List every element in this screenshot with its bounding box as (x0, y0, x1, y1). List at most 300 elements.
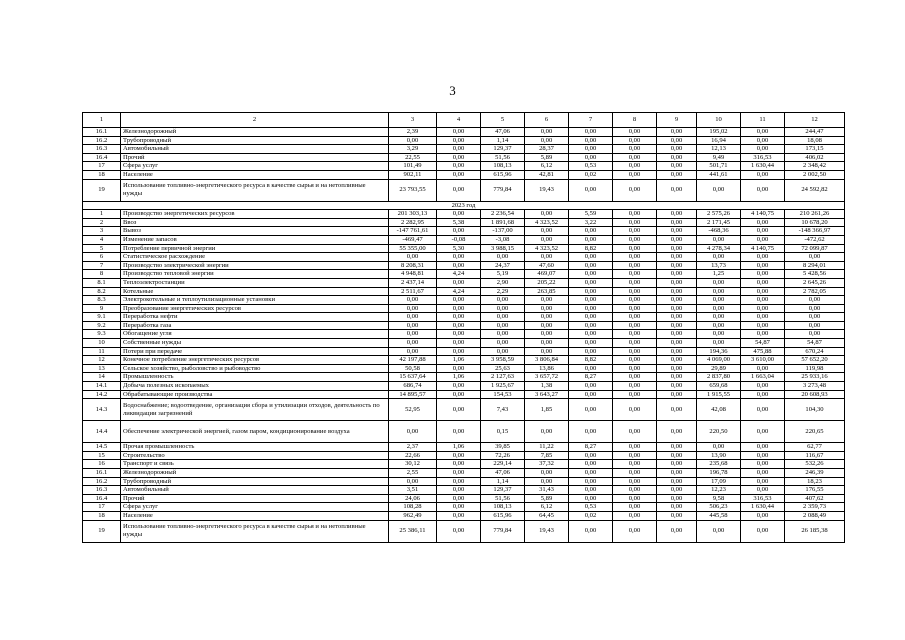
row-value: 0,00 (613, 244, 657, 253)
row-indicator: Теплоэлектростанции (121, 278, 389, 287)
row-value: 0,00 (657, 520, 697, 542)
row-value: 0,00 (785, 321, 845, 330)
row-value: 51,56 (481, 153, 525, 162)
table-row (83, 330, 845, 339)
row-value: 8 294,01 (785, 261, 845, 270)
row-code: 16.1 (83, 469, 121, 478)
row-value: 0,15 (481, 421, 525, 443)
row-value: 0,00 (569, 486, 613, 495)
row-indicator: Обогащение угля (121, 330, 389, 339)
row-indicator: Собственные нужды (121, 339, 389, 348)
row-value: 0,00 (657, 382, 697, 391)
row-value: 501,71 (697, 162, 741, 171)
row-indicator: Производство энергетических ресурсов (121, 210, 389, 219)
table-row (83, 235, 845, 244)
row-indicator: Промышленность (121, 373, 389, 382)
row-value: 0,00 (657, 364, 697, 373)
row-value: 0,00 (569, 469, 613, 478)
row-value: 1,06 (437, 443, 481, 452)
row-value: 0,00 (525, 227, 569, 236)
row-value: 5,30 (437, 244, 481, 253)
row-value: 0,00 (437, 339, 481, 348)
row-value: 1,38 (525, 382, 569, 391)
row-value: 47,06 (481, 469, 525, 478)
row-value: 779,84 (481, 179, 525, 201)
row-code: 16.2 (83, 136, 121, 145)
row-value: 0,00 (697, 313, 741, 322)
row-value: 13,90 (697, 451, 741, 460)
row-value: 3 988,15 (481, 244, 525, 253)
row-value: 2 236,54 (481, 210, 525, 219)
row-value: 0,00 (437, 313, 481, 322)
row-value: -0,08 (437, 235, 481, 244)
row-code: 16.3 (83, 486, 121, 495)
table-row (83, 390, 845, 399)
row-value: 20 608,93 (785, 390, 845, 399)
row-code: 4 (83, 235, 121, 244)
row-value: 0,00 (741, 511, 785, 520)
row-value: 0,00 (569, 477, 613, 486)
row-value: 29,89 (697, 364, 741, 373)
row-indicator: Котельные (121, 287, 389, 296)
row-value: 10 (697, 113, 741, 128)
table-row (83, 270, 845, 279)
row-value: 0,00 (437, 477, 481, 486)
row-value: 50,58 (389, 364, 437, 373)
row-code: 3 (83, 227, 121, 236)
row-value: -3,08 (481, 235, 525, 244)
row-value: 129,37 (481, 486, 525, 495)
row-value: 4 140,75 (741, 210, 785, 219)
row-value: 18,08 (785, 136, 845, 145)
row-value: 0,00 (481, 313, 525, 322)
row-value: 0,00 (437, 399, 481, 421)
row-value: 406,02 (785, 153, 845, 162)
row-code: 16 (83, 460, 121, 469)
row-value: 4 323,52 (525, 218, 569, 227)
row-value: 0,00 (569, 330, 613, 339)
row-value: 31,43 (525, 486, 569, 495)
row-indicator: Трубопроводный (121, 477, 389, 486)
row-value: 0,00 (481, 321, 525, 330)
table-row (83, 210, 845, 219)
table-row (83, 304, 845, 313)
row-value: 0,00 (569, 287, 613, 296)
row-indicator: Конечное потребление энергетических ресурсов (121, 356, 389, 365)
row-value: 1,25 (697, 270, 741, 279)
row-value: 0,00 (741, 270, 785, 279)
year-row (83, 201, 845, 210)
row-value: 9,58 (697, 494, 741, 503)
row-value: 18,23 (785, 477, 845, 486)
row-value: -137,00 (481, 227, 525, 236)
row-code: 9.3 (83, 330, 121, 339)
row-value: 0,00 (741, 253, 785, 262)
row-value: 0,00 (613, 503, 657, 512)
row-value: 0,00 (613, 235, 657, 244)
row-value: 0,00 (389, 253, 437, 262)
row-value: 116,67 (785, 451, 845, 460)
row-value: 17,09 (697, 477, 741, 486)
row-value: 4 323,52 (525, 244, 569, 253)
row-value: 0,00 (569, 382, 613, 391)
row-value: 0,00 (613, 460, 657, 469)
row-value: 42 197,88 (389, 356, 437, 365)
row-value: 72 099,87 (785, 244, 845, 253)
row-value: 0,00 (741, 136, 785, 145)
row-value: 5,89 (525, 153, 569, 162)
row-value: 0,00 (657, 218, 697, 227)
row-value: 0,00 (657, 145, 697, 154)
row-indicator: Переработка нефти (121, 313, 389, 322)
row-value: 0,00 (437, 278, 481, 287)
row-value: 0,00 (525, 235, 569, 244)
row-value: 0,00 (741, 486, 785, 495)
table-row (83, 494, 845, 503)
row-value: 8,27 (569, 443, 613, 452)
row-value: 7 (569, 113, 613, 128)
row-value: 12 (785, 113, 845, 128)
row-value: 0,00 (525, 128, 569, 137)
row-value: 0,00 (613, 261, 657, 270)
row-value: 0,00 (657, 390, 697, 399)
row-value: 3 643,27 (525, 390, 569, 399)
table-row (83, 162, 845, 171)
row-value: 5 (481, 113, 525, 128)
row-value: 659,68 (697, 382, 741, 391)
row-code: 7 (83, 261, 121, 270)
row-code: 17 (83, 162, 121, 171)
row-indicator: Производство электрической энергии (121, 261, 389, 270)
row-indicator: Сфера услуг (121, 162, 389, 171)
row-value: 316,53 (741, 494, 785, 503)
row-value: 51,56 (481, 494, 525, 503)
row-code: 8 (83, 270, 121, 279)
row-value: 0,00 (613, 218, 657, 227)
row-value: 11 (741, 113, 785, 128)
row-value: 0,00 (437, 153, 481, 162)
row-value: 0,00 (657, 451, 697, 460)
row-value: 2 837,80 (697, 373, 741, 382)
row-code: 9.2 (83, 321, 121, 330)
row-value: 0,00 (569, 227, 613, 236)
row-value: 0,00 (657, 128, 697, 137)
row-value: 0,00 (437, 304, 481, 313)
row-value: 0,00 (437, 364, 481, 373)
row-value: 407,62 (785, 494, 845, 503)
row-value: 30,12 (389, 460, 437, 469)
row-value: 3 958,59 (481, 356, 525, 365)
row-value: 0,00 (613, 347, 657, 356)
row-value: 24,06 (389, 494, 437, 503)
row-value: 0,00 (613, 162, 657, 171)
table-row (83, 364, 845, 373)
row-value: 2 782,05 (785, 287, 845, 296)
row-value: 0,00 (613, 520, 657, 542)
row-value: 0,00 (741, 321, 785, 330)
row-value: 445,58 (697, 511, 741, 520)
row-code: 18 (83, 170, 121, 179)
table-row (83, 287, 845, 296)
row-indicator: Население (121, 511, 389, 520)
row-value: 62,77 (785, 443, 845, 452)
row-indicator: Использование топливно-энергетического ресурса в качестве сырья и на нетопливные нужды (121, 520, 389, 542)
row-value: 42,81 (525, 170, 569, 179)
row-value: 0,00 (613, 128, 657, 137)
row-value: 0,00 (525, 313, 569, 322)
table-row (83, 382, 845, 391)
row-value: 7,85 (525, 451, 569, 460)
row-value: 0,00 (657, 486, 697, 495)
row-value: 0,00 (741, 520, 785, 542)
row-value: 4 140,75 (741, 244, 785, 253)
table-row (83, 511, 845, 520)
row-value: 0,00 (437, 162, 481, 171)
row-value: 0,00 (613, 339, 657, 348)
row-code: 16.3 (83, 145, 121, 154)
row-value: 4 948,81 (389, 270, 437, 279)
row-value: 0,00 (613, 304, 657, 313)
table-row (83, 253, 845, 262)
row-code: 9.1 (83, 313, 121, 322)
row-value: 0,00 (741, 128, 785, 137)
row-indicator: Сфера услуг (121, 503, 389, 512)
row-value: 0,00 (741, 287, 785, 296)
row-value: 194,36 (697, 347, 741, 356)
row-value: 0,00 (613, 253, 657, 262)
row-value: 47,60 (525, 261, 569, 270)
row-value: 0,00 (741, 443, 785, 452)
row-value: 54,87 (785, 339, 845, 348)
row-value: 8,82 (569, 356, 613, 365)
row-value: 0,00 (525, 136, 569, 145)
row-value: 0,00 (741, 145, 785, 154)
row-value: 0,00 (613, 356, 657, 365)
row-value: 108,28 (389, 503, 437, 512)
row-value: 195,02 (697, 128, 741, 137)
row-value: 101,49 (389, 162, 437, 171)
table-body (83, 113, 845, 543)
row-code: 16.4 (83, 494, 121, 503)
table-row (83, 244, 845, 253)
row-value: 0,00 (697, 330, 741, 339)
row-value: 0,00 (657, 356, 697, 365)
row-code: 15 (83, 451, 121, 460)
row-value: 7,43 (481, 399, 525, 421)
row-value: 0,00 (785, 253, 845, 262)
row-value: 6,12 (525, 503, 569, 512)
row-value: 0,00 (657, 421, 697, 443)
row-value: 2,37 (389, 443, 437, 452)
row-value: 316,53 (741, 153, 785, 162)
row-value: 0,00 (437, 347, 481, 356)
row-value: 1,06 (437, 356, 481, 365)
row-value: 0,00 (657, 235, 697, 244)
row-code: 8.2 (83, 287, 121, 296)
row-value: 0,00 (613, 486, 657, 495)
row-value: 0,00 (525, 339, 569, 348)
row-value: 0,00 (741, 477, 785, 486)
table-row (83, 477, 845, 486)
table-row (83, 128, 845, 137)
row-value: 0,00 (741, 364, 785, 373)
row-value: 0,00 (785, 304, 845, 313)
row-value: 1 663,04 (741, 373, 785, 382)
row-value: 26 185,38 (785, 520, 845, 542)
row-value: 4 (437, 113, 481, 128)
row-value: 9,49 (697, 153, 741, 162)
row-value: 0,00 (481, 253, 525, 262)
row-value: 0,00 (613, 145, 657, 154)
row-value: 0,00 (741, 421, 785, 443)
row-value: 2 127,63 (481, 373, 525, 382)
row-value: 0,00 (569, 304, 613, 313)
row-value: 0,00 (741, 460, 785, 469)
row-code: 1 (83, 113, 121, 128)
row-value: 0,00 (697, 278, 741, 287)
row-value: 0,00 (657, 162, 697, 171)
row-value: 0,00 (437, 128, 481, 137)
row-value: 0,00 (613, 364, 657, 373)
row-value: 25 933,16 (785, 373, 845, 382)
row-value: 0,00 (657, 253, 697, 262)
row-value: 5,38 (437, 218, 481, 227)
row-code: 13 (83, 364, 121, 373)
row-code: 18 (83, 511, 121, 520)
row-value: 0,00 (389, 421, 437, 443)
row-value: 28,37 (525, 145, 569, 154)
row-value: 11,22 (525, 443, 569, 452)
row-value: 12,13 (697, 145, 741, 154)
row-value: 0,00 (741, 261, 785, 270)
row-value: 0,00 (437, 382, 481, 391)
row-value: 2 437,14 (389, 278, 437, 287)
row-value: 210 261,26 (785, 210, 845, 219)
row-indicator: Потребление первичной энергии (121, 244, 389, 253)
row-value: 0,00 (389, 477, 437, 486)
row-value: 615,96 (481, 170, 525, 179)
row-indicator: Электрокотельные и теплоутилизационные установки (121, 296, 389, 305)
table-row (83, 503, 845, 512)
row-value: 0,00 (569, 339, 613, 348)
row-value: 0,00 (657, 179, 697, 201)
row-value: 0,00 (569, 494, 613, 503)
row-value: 246,39 (785, 469, 845, 478)
row-value: 1,14 (481, 136, 525, 145)
row-value: 0,00 (697, 520, 741, 542)
row-value: 441,61 (697, 170, 741, 179)
row-value: 0,00 (657, 469, 697, 478)
row-value: 0,00 (741, 382, 785, 391)
row-value: 1 891,68 (481, 218, 525, 227)
row-value: 0,00 (569, 520, 613, 542)
row-value: 0,00 (657, 244, 697, 253)
row-value: 55 355,00 (389, 244, 437, 253)
row-value: 0,00 (613, 469, 657, 478)
row-value: 0,00 (569, 296, 613, 305)
row-value: 0,00 (741, 170, 785, 179)
row-value: 0,00 (613, 321, 657, 330)
row-value: 0,00 (525, 296, 569, 305)
row-code: 19 (83, 520, 121, 542)
row-value: 686,74 (389, 382, 437, 391)
row-code: 14.5 (83, 443, 121, 452)
row-value: 2 348,42 (785, 162, 845, 171)
row-value: 0,00 (437, 503, 481, 512)
row-indicator: Сельское хозяйство, рыболовство и рыбоводство (121, 364, 389, 373)
row-value: 13,86 (525, 364, 569, 373)
page-number: 3 (449, 83, 456, 98)
row-value: 0,00 (525, 469, 569, 478)
row-value: 0,00 (569, 421, 613, 443)
row-value: 0,00 (697, 287, 741, 296)
row-indicator: Население (121, 170, 389, 179)
row-value: 0,00 (657, 399, 697, 421)
row-indicator: Изменение запасов (121, 235, 389, 244)
row-value: 0,00 (437, 390, 481, 399)
row-value: 0,00 (569, 270, 613, 279)
row-code: 12 (83, 356, 121, 365)
row-value: 0,02 (569, 511, 613, 520)
row-value: 2 088,49 (785, 511, 845, 520)
row-value: 3 (389, 113, 437, 128)
row-value: 0,00 (437, 296, 481, 305)
row-value: 0,00 (569, 313, 613, 322)
row-value: 3,22 (569, 218, 613, 227)
row-code: 16.2 (83, 477, 121, 486)
table-row (83, 469, 845, 478)
row-value: 13,73 (697, 261, 741, 270)
row-value: 1,85 (525, 399, 569, 421)
row-value: 0,00 (697, 296, 741, 305)
row-value: 8,82 (569, 244, 613, 253)
row-value: 24,37 (481, 261, 525, 270)
row-value: 0,00 (657, 313, 697, 322)
row-value: 0,00 (657, 227, 697, 236)
row-value: 244,47 (785, 128, 845, 137)
row-value: 0,00 (437, 253, 481, 262)
row-value: 2,55 (389, 469, 437, 478)
row-indicator: Потери при передаче (121, 347, 389, 356)
row-indicator: Использование топливно-энергетического ресурса в качестве сырья и на нетопливные нужды (121, 179, 389, 201)
row-value: 2 002,50 (785, 170, 845, 179)
row-value: 2,29 (481, 287, 525, 296)
row-value: 0,00 (785, 313, 845, 322)
row-value: 0,00 (437, 179, 481, 201)
row-value: 0,00 (613, 390, 657, 399)
row-value: 0,00 (569, 390, 613, 399)
row-value: 0,00 (525, 330, 569, 339)
row-value: 0,00 (741, 296, 785, 305)
table-row (83, 356, 845, 365)
row-value: 5,59 (569, 210, 613, 219)
row-value: 0,00 (657, 443, 697, 452)
row-value: 2,39 (389, 128, 437, 137)
row-code: 11 (83, 347, 121, 356)
row-value: 0,00 (389, 304, 437, 313)
row-value: 0,00 (437, 170, 481, 179)
row-value: 0,00 (525, 477, 569, 486)
row-value: 0,00 (613, 451, 657, 460)
row-indicator: Добыча полезных ископаемых (121, 382, 389, 391)
row-value: 0,00 (613, 421, 657, 443)
row-value: 0,00 (481, 296, 525, 305)
row-value: 670,24 (785, 347, 845, 356)
row-value: 6,12 (525, 162, 569, 171)
row-value: 5 428,56 (785, 270, 845, 279)
row-value: 3,51 (389, 486, 437, 495)
row-value: 1 630,44 (741, 162, 785, 171)
